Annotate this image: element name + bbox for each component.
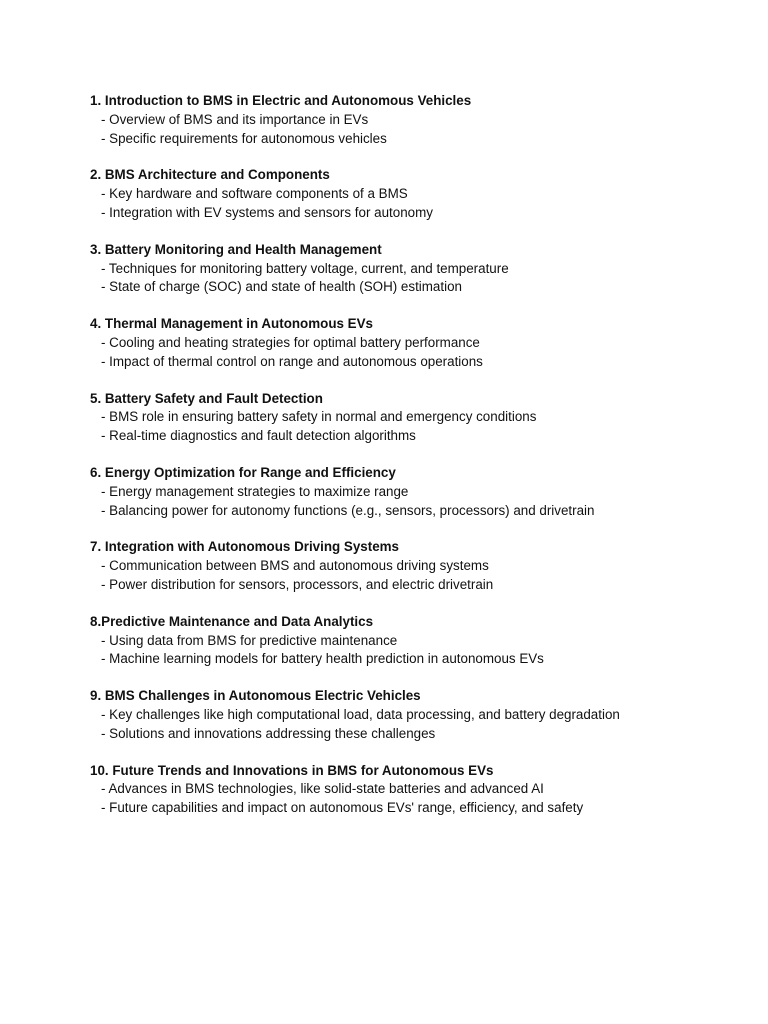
bullet-list xyxy=(90,111,750,149)
bullet-list xyxy=(90,706,750,744)
outline-section xyxy=(90,762,750,818)
outline-section xyxy=(90,390,750,446)
outline-section xyxy=(90,166,750,222)
section-heading: 7. Integration with Autonomous Driving Systems xyxy=(90,539,400,555)
bullet-item: - BMS role in ensuring battery safety in normal and emergency conditions xyxy=(101,409,537,425)
bullet-item: - Specific requirements for autonomous vehicles xyxy=(101,130,387,146)
section-heading: 3. Battery Monitoring and Health Management xyxy=(90,241,382,257)
bullet-item: - Key challenges like high computational load, data processing, and battery degradation xyxy=(101,706,620,722)
bullet-item: - Solutions and innovations addressing these challenges xyxy=(101,725,436,741)
outline-section xyxy=(90,241,750,297)
bullet-item: - Integration with EV systems and sensors for autonomy xyxy=(101,204,433,220)
bullet-item: - Communication between BMS and autonomous driving systems xyxy=(101,558,489,574)
bullet-item: - Machine learning models for battery health prediction in autonomous EVs xyxy=(101,651,544,667)
bullet-list xyxy=(90,557,750,595)
bullet-item: - State of charge (SOC) and state of health (SOH) estimation xyxy=(101,279,462,295)
outline-section xyxy=(90,613,750,669)
outline-section xyxy=(90,464,750,520)
outline-section xyxy=(90,538,750,594)
bullet-item: - Techniques for monitoring battery voltage, current, and temperature xyxy=(101,260,509,276)
bullet-item: - Future capabilities and impact on autonomous EVs' range, efficiency, and safety xyxy=(101,800,584,816)
document-outline xyxy=(90,92,750,836)
bullet-list xyxy=(90,483,750,521)
bullet-item: - Using data from BMS for predictive maintenance xyxy=(101,632,398,648)
bullet-item: - Balancing power for autonomy functions (e.g., sensors, processors) and drivetrain xyxy=(101,502,595,518)
section-heading: 2. BMS Architecture and Components xyxy=(90,167,330,183)
bullet-item: - Overview of BMS and its importance in EVs xyxy=(101,111,369,127)
outline-section xyxy=(90,92,750,148)
outline-section xyxy=(90,687,750,743)
bullet-list xyxy=(90,334,750,372)
bullet-list xyxy=(90,260,750,298)
bullet-item: - Cooling and heating strategies for optimal battery performance xyxy=(101,334,480,350)
bullet-item: - Energy management strategies to maximize range xyxy=(101,483,409,499)
section-heading: 4. Thermal Management in Autonomous EVs xyxy=(90,316,373,332)
bullet-list xyxy=(90,185,750,223)
bullet-list xyxy=(90,632,750,670)
bullet-item: - Impact of thermal control on range and autonomous operations xyxy=(101,353,483,369)
section-heading: 1. Introduction to BMS in Electric and Autonomous Vehicles xyxy=(90,93,472,108)
outline-section xyxy=(90,315,750,371)
bullet-item: - Key hardware and software components of a BMS xyxy=(101,186,408,202)
section-heading: 6. Energy Optimization for Range and Efficiency xyxy=(90,464,396,480)
section-heading: 8.Predictive Maintenance and Data Analytics xyxy=(90,613,374,629)
bullet-list xyxy=(90,780,750,818)
bullet-item: - Real-time diagnostics and fault detection algorithms xyxy=(101,428,416,444)
bullet-list xyxy=(90,408,750,446)
section-heading: 9. BMS Challenges in Autonomous Electric Vehicles xyxy=(90,688,421,704)
bullet-item: - Power distribution for sensors, processors, and electric drivetrain xyxy=(101,576,494,592)
section-heading: 5. Battery Safety and Fault Detection xyxy=(90,390,323,406)
bullet-item: - Advances in BMS technologies, like solid-state batteries and advanced AI xyxy=(101,781,544,797)
section-heading: 10. Future Trends and Innovations in BMS for Autonomous EVs xyxy=(90,762,494,778)
